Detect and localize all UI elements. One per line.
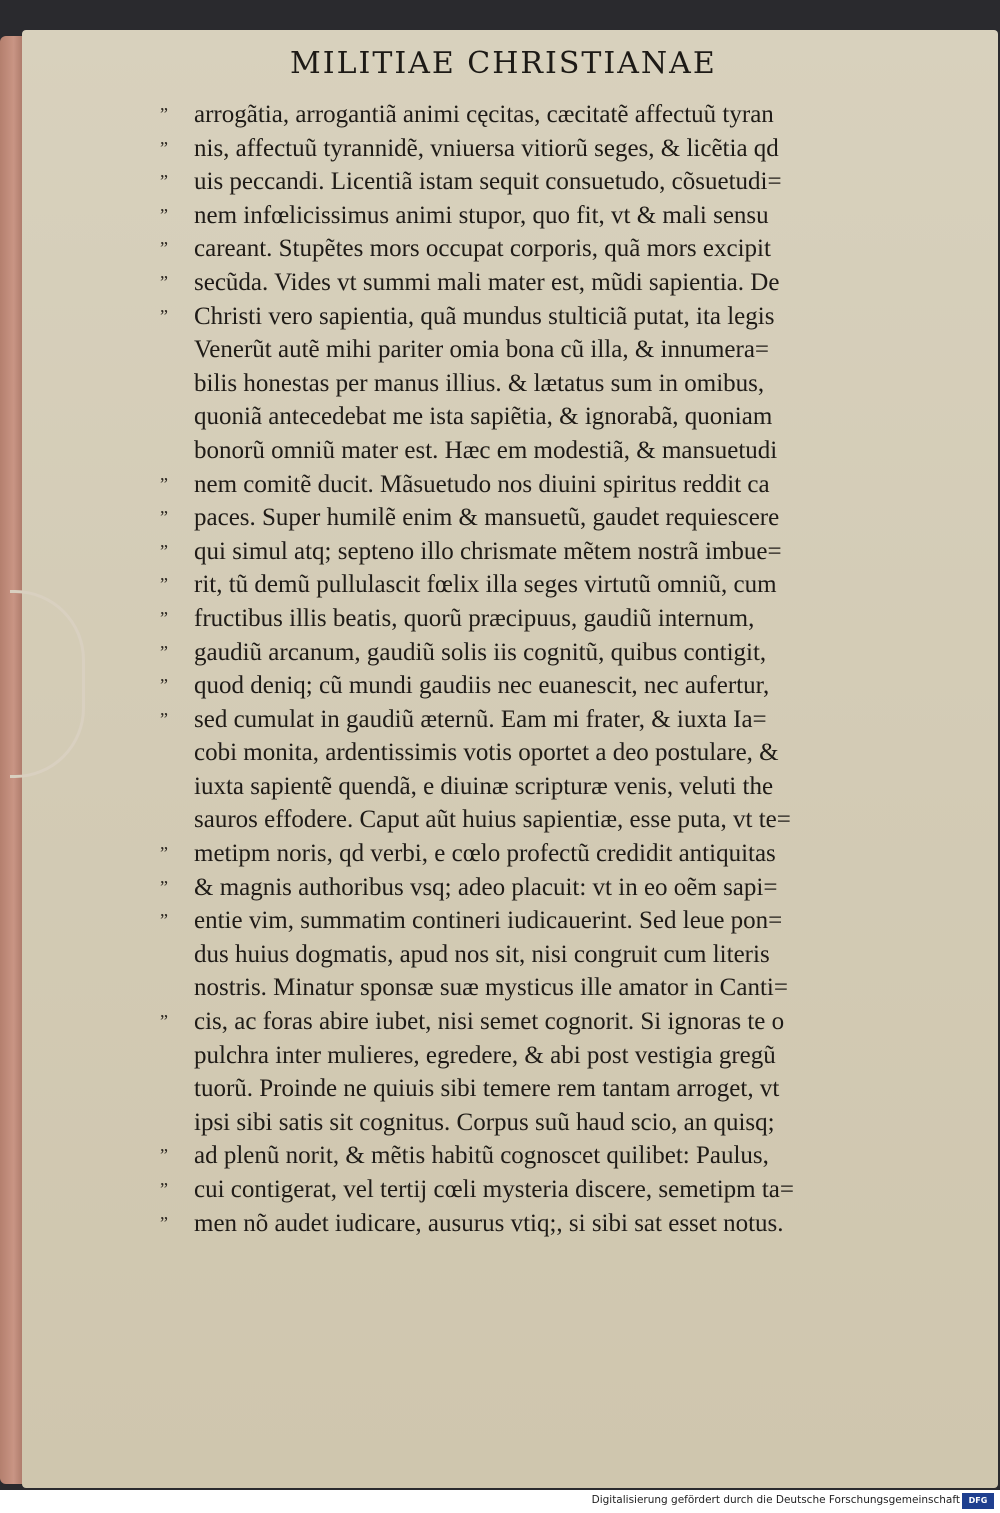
- text-line: [160, 1139, 950, 1173]
- quotation-mark: ”: [160, 238, 168, 259]
- text-line: [160, 535, 950, 569]
- body-text: [160, 98, 950, 1240]
- text-line: [160, 367, 950, 401]
- line-text: cis, ac foras abire iubet, nisi semet cognorit. Si ignoras te o: [194, 1008, 785, 1036]
- quotation-mark: ”: [160, 305, 168, 326]
- line-text: arrogãtia, arrogantiã animi cęcitas, cæcitatẽ affectuũ tyran: [194, 101, 774, 128]
- line-text: cobi monita, ardentissimis votis oportet a deo postulare, &: [194, 739, 779, 767]
- line-text: pulchra inter mulieres, egredere, & abi post vestigia gregũ: [194, 1041, 776, 1069]
- text-line: [160, 736, 950, 770]
- dfg-logo: DFG: [962, 1493, 994, 1509]
- line-text: iuxta sapientẽ quendã, e diuinæ scripturæ venis, veluti the: [194, 772, 774, 800]
- line-text: & magnis authoribus vsq; adeo placuit: vt in eo oẽm sapi=: [194, 873, 778, 901]
- quotation-mark: ”: [160, 641, 168, 662]
- text-line: [160, 938, 950, 972]
- text-line: [160, 871, 950, 905]
- text-line: [160, 501, 950, 535]
- quotation-mark: ”: [160, 204, 168, 225]
- line-text: nis, affectuũ tyrannidẽ, vniuersa vitiorũ seges, & licẽtia qd: [194, 134, 779, 162]
- quotation-mark: ”: [160, 574, 168, 595]
- quotation-mark: ”: [160, 137, 168, 158]
- text-line: [160, 602, 950, 636]
- line-text: rit, tũ demũ pullulascit fœlix illa seges virtutũ omniũ, cum: [194, 571, 777, 599]
- quotation-mark: ”: [160, 1179, 168, 1199]
- text-line: [160, 636, 950, 670]
- text-line: [160, 1207, 950, 1241]
- line-text: nostris. Minatur sponsæ suæ mysticus ille amator in Canti=: [194, 974, 788, 1002]
- line-text: quoniã antecedebat me ista sapiẽtia, & ignorabã, quoniam: [194, 403, 773, 431]
- text-line: [160, 770, 950, 804]
- line-text: metipm noris, qd verbi, e cœlo profectũ credidit antiquitas: [194, 840, 776, 868]
- line-text: Christi vero sapientia, quã mundus stulticiã putat, ita legis: [194, 302, 775, 330]
- quotation-mark: ”: [160, 675, 168, 696]
- line-text: fructibus illis beatis, quorũ præcipuus, gaudiũ internum,: [194, 604, 755, 632]
- line-text: cui contigerat, vel tertij cœli mysteria discere, semetipm ta=: [194, 1176, 794, 1203]
- text-line: [160, 1106, 950, 1140]
- line-text: dus huius dogmatis, apud nos sit, nisi congruit cum literis: [194, 940, 770, 968]
- quotation-mark: ”: [160, 1212, 168, 1233]
- quotation-mark: ”: [160, 843, 168, 864]
- footer-bar: [0, 1490, 1000, 1513]
- line-text: Venerũt autẽ mihi pariter omia bona cũ illa, & innumera=: [194, 336, 770, 364]
- text-line: [160, 803, 950, 837]
- line-text: bonorũ omniũ mater est. Hæc em modestiã, & mansuetudi: [194, 436, 778, 464]
- text-line: [160, 434, 950, 468]
- line-text: nem infœlicissimus animi stupor, quo fit, vt & mali sensu: [194, 201, 769, 229]
- line-text: quod deniq; cũ mundi gaudiis nec euanescit, nec aufertur,: [194, 672, 770, 700]
- line-text: sauros effodere. Caput aũt huius sapientiæ, esse puta, vt te=: [194, 806, 791, 834]
- line-text: careant. Stupẽtes mors occupat corporis, quã mors excipit: [194, 235, 771, 263]
- text-line: [160, 468, 950, 502]
- quotation-mark: ”: [160, 271, 168, 292]
- text-line: [160, 98, 950, 132]
- line-text: secũda. Vides vt summi mali mater est, mũdi sapientia. De: [194, 268, 780, 296]
- line-text: uis peccandi. Licentiã istam sequit consuetudo, cõsuetudi=: [194, 168, 782, 196]
- quotation-mark: ”: [160, 473, 168, 494]
- text-line: [160, 703, 950, 737]
- line-text: men nõ audet iudicare, ausurus vtiq;, si sibi sat esset notus.: [194, 1209, 784, 1237]
- funding-credit: Digitalisierung gefördert durch die Deutsche Forschungsgemeinschaft: [591, 1494, 960, 1506]
- text-line: [160, 1072, 950, 1106]
- line-text: bilis honestas per manus illius. & lætatus sum in omibus,: [194, 369, 765, 397]
- line-text: tuorũ. Proinde ne quiuis sibi temere rem tantam arroget, vt: [194, 1075, 780, 1103]
- running-header: MILITIAE CHRISTIANAE: [290, 46, 717, 81]
- quotation-mark: ”: [160, 104, 168, 124]
- quotation-mark: ”: [160, 708, 168, 729]
- line-text: ad plenũ norit, & mẽtis habitũ cognoscet quilibet: Paulus,: [194, 1142, 769, 1170]
- line-text: entie vim, summatim contineri iudicauerint. Sed leue pon=: [194, 907, 783, 935]
- quotation-mark: ”: [160, 1011, 168, 1032]
- text-line: [160, 1039, 950, 1073]
- quotation-mark: ”: [160, 910, 168, 931]
- text-line: [160, 400, 950, 434]
- text-line: [160, 971, 950, 1005]
- text-line: [160, 904, 950, 938]
- line-text: qui simul atq; septeno illo chrismate mẽtem nostrã imbue=: [194, 537, 782, 565]
- text-line: [160, 232, 950, 266]
- quotation-mark: ”: [160, 607, 168, 628]
- text-line: [160, 300, 950, 334]
- line-text: nem comitẽ ducit. Mãsuetudo nos diuini spiritus reddit ca: [194, 470, 770, 498]
- text-line: [160, 1005, 950, 1039]
- text-line: [160, 669, 950, 703]
- quotation-mark: ”: [160, 1145, 168, 1166]
- line-text: paces. Super humilẽ enim & mansuetũ, gaudet requiescere: [194, 504, 780, 532]
- text-line: [160, 333, 950, 367]
- line-text: gaudiũ arcanum, gaudiũ solis iis cognitũ, quibus contigit,: [194, 638, 767, 666]
- text-line: [160, 1173, 950, 1207]
- text-line: [160, 132, 950, 166]
- text-line: [160, 165, 950, 199]
- quotation-mark: ”: [160, 876, 168, 897]
- quotation-mark: ”: [160, 171, 168, 192]
- text-line: [160, 266, 950, 300]
- quotation-mark: ”: [160, 507, 168, 528]
- line-text: ipsi sibi satis sit cognitus. Corpus suũ haud scio, an quisq;: [194, 1108, 775, 1136]
- text-line: [160, 568, 950, 602]
- text-line: [160, 837, 950, 871]
- text-line: [160, 199, 950, 233]
- quotation-mark: ”: [160, 540, 168, 561]
- line-text: sed cumulat in gaudiũ æternũ. Eam mi frater, & iuxta Ia=: [194, 705, 767, 733]
